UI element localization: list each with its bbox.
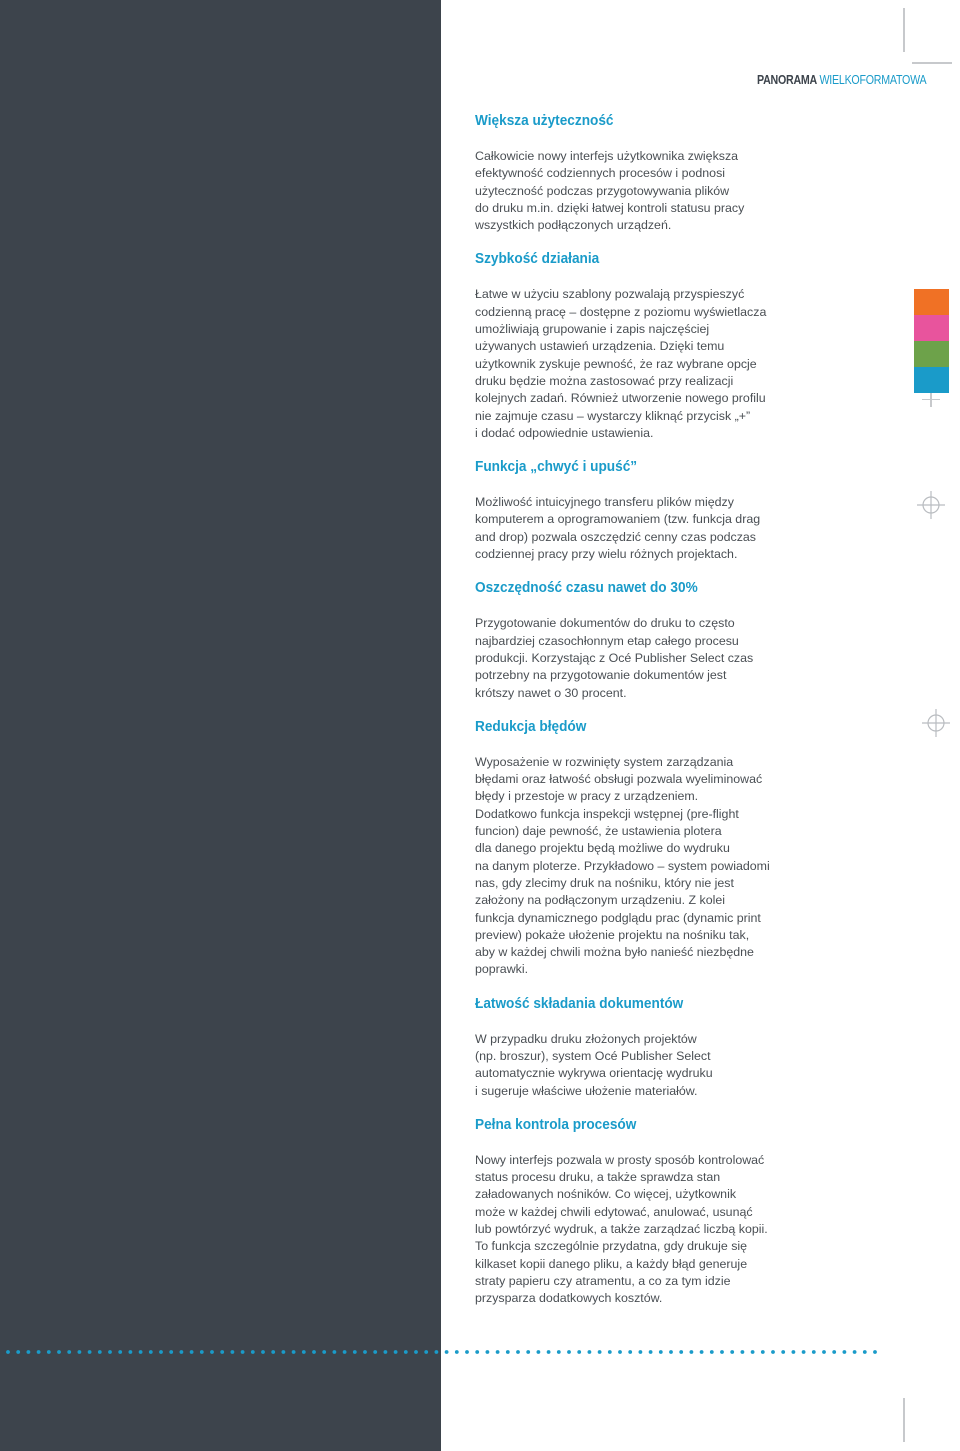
swatch-crop-mark-h — [922, 399, 940, 400]
section-heading: Oszczędność czasu nawet do 30% — [475, 580, 698, 597]
dotted-divider — [6, 1349, 886, 1355]
section-paragraph: Wyposażenie w rozwinięty system zarządzania błędami oraz łatwość obsługi pozwala wyeliminować błędy i przestoje w pracy z urządzeniem. Dodatkowo funkcja inspekcji wstępnej (pre-flight funcion) daje pewność, że ustawienia plotera dla danego projektu będą możliwe do wydruku na danym ploterze. Przykładowo – system powiadomi nas, gdy zlecimy druk na nośniku, który nie jest założony na podłączonym urządzeniu. Z kolei funkcja dynamicznego podglądu prac (dynamic print preview) pokaże ułożenie projektu na nośniku tak, aby w każdej chwili można było nanieść niezbędne poprawki. — [475, 754, 770, 977]
crop-mark-top-right-vertical — [903, 8, 905, 52]
color-swatch-pink — [914, 315, 949, 341]
color-swatch-blue — [914, 367, 949, 393]
section-paragraph: Całkowicie nowy interfejs użytkownika zwiększa efektywność codziennych procesów i podnosi użyteczność podczas przygotowywania plików do druku m.in. dzięki łatwej kontroli statusu pracy wszystkich podłączonych urządzeń. — [475, 149, 745, 233]
section-heading: Większa użyteczność — [475, 113, 614, 129]
left-dark-panel — [0, 0, 441, 1451]
section-paragraph: Przygotowanie dokumentów do druku to często najbardziej czasochłonnym etap całego procesu produkcji. Korzystając z Océ Publisher Select czas potrzebny na przygotowanie dokumentów jest krótszy nawet o 30 procent. — [475, 616, 754, 700]
brand-name-part1: PANORAMA — [757, 72, 818, 87]
color-swatch-orange — [914, 289, 949, 315]
brand-logo — [757, 72, 926, 87]
registration-mark-icon — [922, 709, 950, 737]
section-szybkosc-dzialania — [475, 250, 795, 442]
swatch-crop-mark — [930, 393, 932, 407]
section-heading: Redukcja błędów — [475, 718, 587, 735]
section-latwosc-skladania — [475, 995, 795, 1100]
crop-mark-top-right-horizontal — [912, 62, 952, 64]
section-heading: Funkcja „chwyć i upuść” — [475, 459, 638, 476]
section-paragraph: Łatwe w użyciu szablony pozwalają przyspieszyć codzienną pracę – dostępne z poziomu wyświetlacza umożliwiają grupowanie i zapis najczęściej używanych ustawień urządzenia. Dzięki temu użytkownik zyskuje pewność, że raz wybrane opcje druku będzie można zastosować przy realizacji kolejnych zadań. Również utworzenie nowego profilu nie zajmuje czasu – wystarczy kliknąć przycisk „+” i dodać odpowiednie ustawienia. — [475, 287, 767, 440]
registration-mark-icon — [917, 491, 945, 519]
section-chwyc-i-upusc — [475, 458, 795, 563]
main-content — [475, 112, 795, 1308]
section-paragraph: Możliwość intuicyjnego transferu plików między komputerem a oprogramowaniem (tzw. funkcja drag and drop) pozwala oszczędzić cenny czas podczas codziennej pracy przy wielu różnych projektach. — [475, 495, 761, 562]
brand-name-part2: WIELKOFORMATOWA — [819, 72, 927, 87]
section-oszczednosc-czasu — [475, 579, 795, 701]
section-pelna-kontrola — [475, 1116, 795, 1308]
section-paragraph: W przypadku druku złożonych projektów (np. broszur), system Océ Publisher Select automatycznie wykrywa orientację wydruku i sugeruje właściwe ułożenie materiałów. — [475, 1031, 713, 1098]
section-heading: Szybkość działania — [475, 251, 600, 268]
section-redukcja-bledow — [475, 718, 795, 979]
color-swatch-green — [914, 341, 949, 367]
section-wieksza-uzytecznosc — [475, 112, 795, 234]
crop-mark-bottom-right-vertical — [903, 1398, 905, 1442]
section-paragraph: Nowy interfejs pozwala w prosty sposób kontrolować status procesu druku, a także sprawdza stan załadowanych nośników. Co więcej, użytkownik może w każdej chwili edytować, anulować, usunąć lub powtórzyć wydruk, a także zarządzać liczbą kopii. To funkcja szczególnie przydatna, gdy drukuje się kilkaset kopii danego pliku, a każdy błąd generuje straty papieru czy atramentu, a co za tym idzie przysparza dodatkowych kosztów. — [475, 1152, 768, 1306]
section-heading: Pełna kontrola procesów — [475, 1116, 637, 1133]
section-heading: Łatwość składania dokumentów — [475, 995, 684, 1012]
